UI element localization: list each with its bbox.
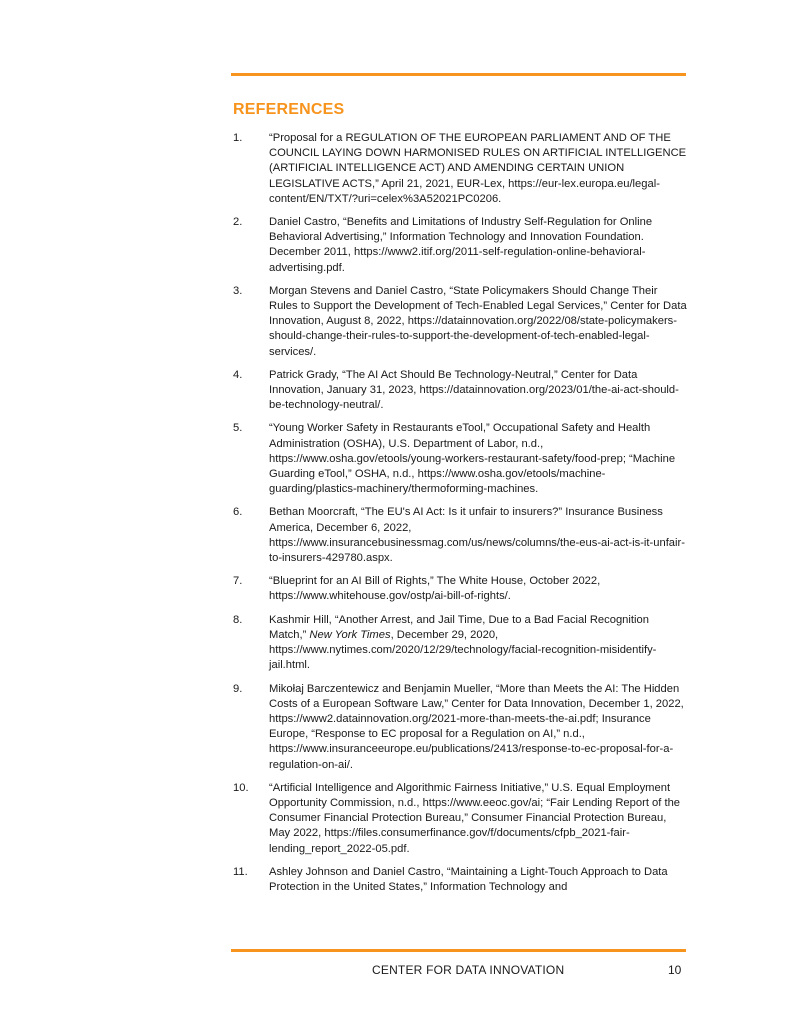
reference-number: 9.	[233, 682, 243, 695]
references-heading: REFERENCES	[233, 101, 345, 118]
reference-text: Morgan Stevens and Daniel Castro, “State Policymakers Should Change Their Rules to Support the Development of Tech-Enabled Legal Services,” Center for Data Innovation, August 8, 2022, https://datainnovation.org/2022/08/state-policymakers-should-change-their-rules-to-support-the-development-of-tech-enabled-legal-services/.	[269, 284, 687, 358]
reference-item	[233, 682, 688, 773]
reference-text-pre: Kashmir Hill, “Another Arrest, and Jail Time, Due to a Bad Facial Recognition Match,”	[269, 613, 649, 641]
reference-text: Mikołaj Barczentewicz and Benjamin Mueller, “More than Meets the AI: The Hidden Costs of a European Software Law,” Center for Data Innovation, December 1, 2022, https://www2.datainnovation.org/2021-more-than-meets-the-ai.pdf; Insurance Europe, “Response to EC proposal for a Regulation on AI,” n.d., https://www.insuranceeurope.eu/publications/2413/response-to-ec-proposal-for-a-regulation-on-ai/.	[269, 682, 684, 771]
reference-number: 7.	[233, 575, 243, 588]
footer-organization: CENTER FOR DATA INNOVATION	[372, 963, 565, 977]
reference-text: “Artificial Intelligence and Algorithmic Fairness Initiative,” U.S. Equal Employment Opportunity Commission, n.d., https://www.eeoc.gov/ai; “Fair Lending Report of the Consumer Financial Protection Bureau,” Consumer Financial Protection Bureau, May 2022, https://files.consumerfinance.gov/f/documents/cfpb_2021-fair-lending_report_2022-05.pdf.	[269, 781, 681, 855]
reference-text: Bethan Moorcraft, “The EU's AI Act: Is it unfair to insurers?” Insurance Business America, December 6, 2022, https://www.insurancebusinessmag.com/us/news/columns/the-eus-ai-act-is-it-unfair-to-insurers-429780.aspx.	[269, 506, 685, 565]
reference-text: Daniel Castro, “Benefits and Limitations of Industry Self-Regulation for Online Behavioral Advertising,” Information Technology and Innovation Foundation. December 2011, https://www2.itif.org/2011-self-regulation-online-behavioral-advertising.pdf.	[269, 216, 653, 274]
reference-item	[233, 613, 688, 674]
page-number: 10	[668, 963, 682, 977]
reference-text: Ashley Johnson and Daniel Castro, “Maintaining a Light-Touch Approach to Data Protection in the United States,” Information Technology and	[269, 865, 668, 893]
reference-item	[233, 131, 688, 207]
reference-text-post: , December 29, 2020, https://www.nytimes.com/2020/12/29/technology/facial-recognition-misidentify-jail.html.	[269, 628, 657, 672]
bottom-accent-rule	[231, 949, 686, 952]
reference-number: 4.	[233, 368, 243, 381]
reference-text: “Blueprint for an AI Bill of Rights,” The White House, October 2022, https://www.whitehouse.gov/ostp/ai-bill-of-rights/.	[269, 575, 601, 603]
reference-item	[233, 284, 688, 360]
reference-item	[233, 215, 688, 276]
reference-number: 2.	[233, 216, 243, 229]
reference-text	[269, 613, 688, 674]
reference-item	[233, 574, 688, 604]
reference-number: 5.	[233, 422, 243, 435]
reference-number: 1.	[233, 132, 243, 144]
reference-item	[233, 781, 688, 857]
reference-number: 11.	[233, 865, 248, 878]
reference-text: “Young Worker Safety in Restaurants eTool,” Occupational Safety and Health Administration (OSHA), U.S. Department of Labor, n.d., https://www.osha.gov/etools/young-workers-restaurant-safety/food-prep; “Machine Guarding eTool,” OSHA, n.d., https://www.osha.gov/etools/machine-guarding/plastics-machinery/thermoforming-machines.	[269, 422, 676, 496]
reference-item	[233, 865, 688, 895]
reference-text: “Proposal for a REGULATION OF THE EUROPEAN PARLIAMENT AND OF THE COUNCIL LAYING DOWN HARMONISED RULES ON ARTIFICIAL INTELLIGENCE (ARTIFICIAL INTELLIGENCE ACT) AND AMENDING CERTAIN UNION LEGISLATIVE ACTS,” April 21, 2021, EUR-Lex, https://eur-lex.europa.eu/legal-content/EN/TXT/?uri=celex%3A52021PC0206.	[269, 132, 687, 205]
top-accent-rule	[231, 73, 686, 76]
publication-title: New York Times	[309, 628, 391, 641]
references-list	[233, 131, 688, 895]
reference-number: 3.	[233, 284, 243, 297]
reference-number: 10.	[233, 781, 249, 794]
reference-number: 8.	[233, 613, 243, 626]
reference-item	[233, 368, 688, 414]
reference-text: Patrick Grady, “The AI Act Should Be Technology-Neutral,” Center for Data Innovation, January 31, 2023, https://datainnovation.org/2023/01/the-ai-act-should-be-technology-neutral/.	[269, 368, 679, 412]
reference-item	[233, 421, 688, 497]
reference-number: 6.	[233, 506, 243, 519]
reference-item	[233, 505, 688, 566]
